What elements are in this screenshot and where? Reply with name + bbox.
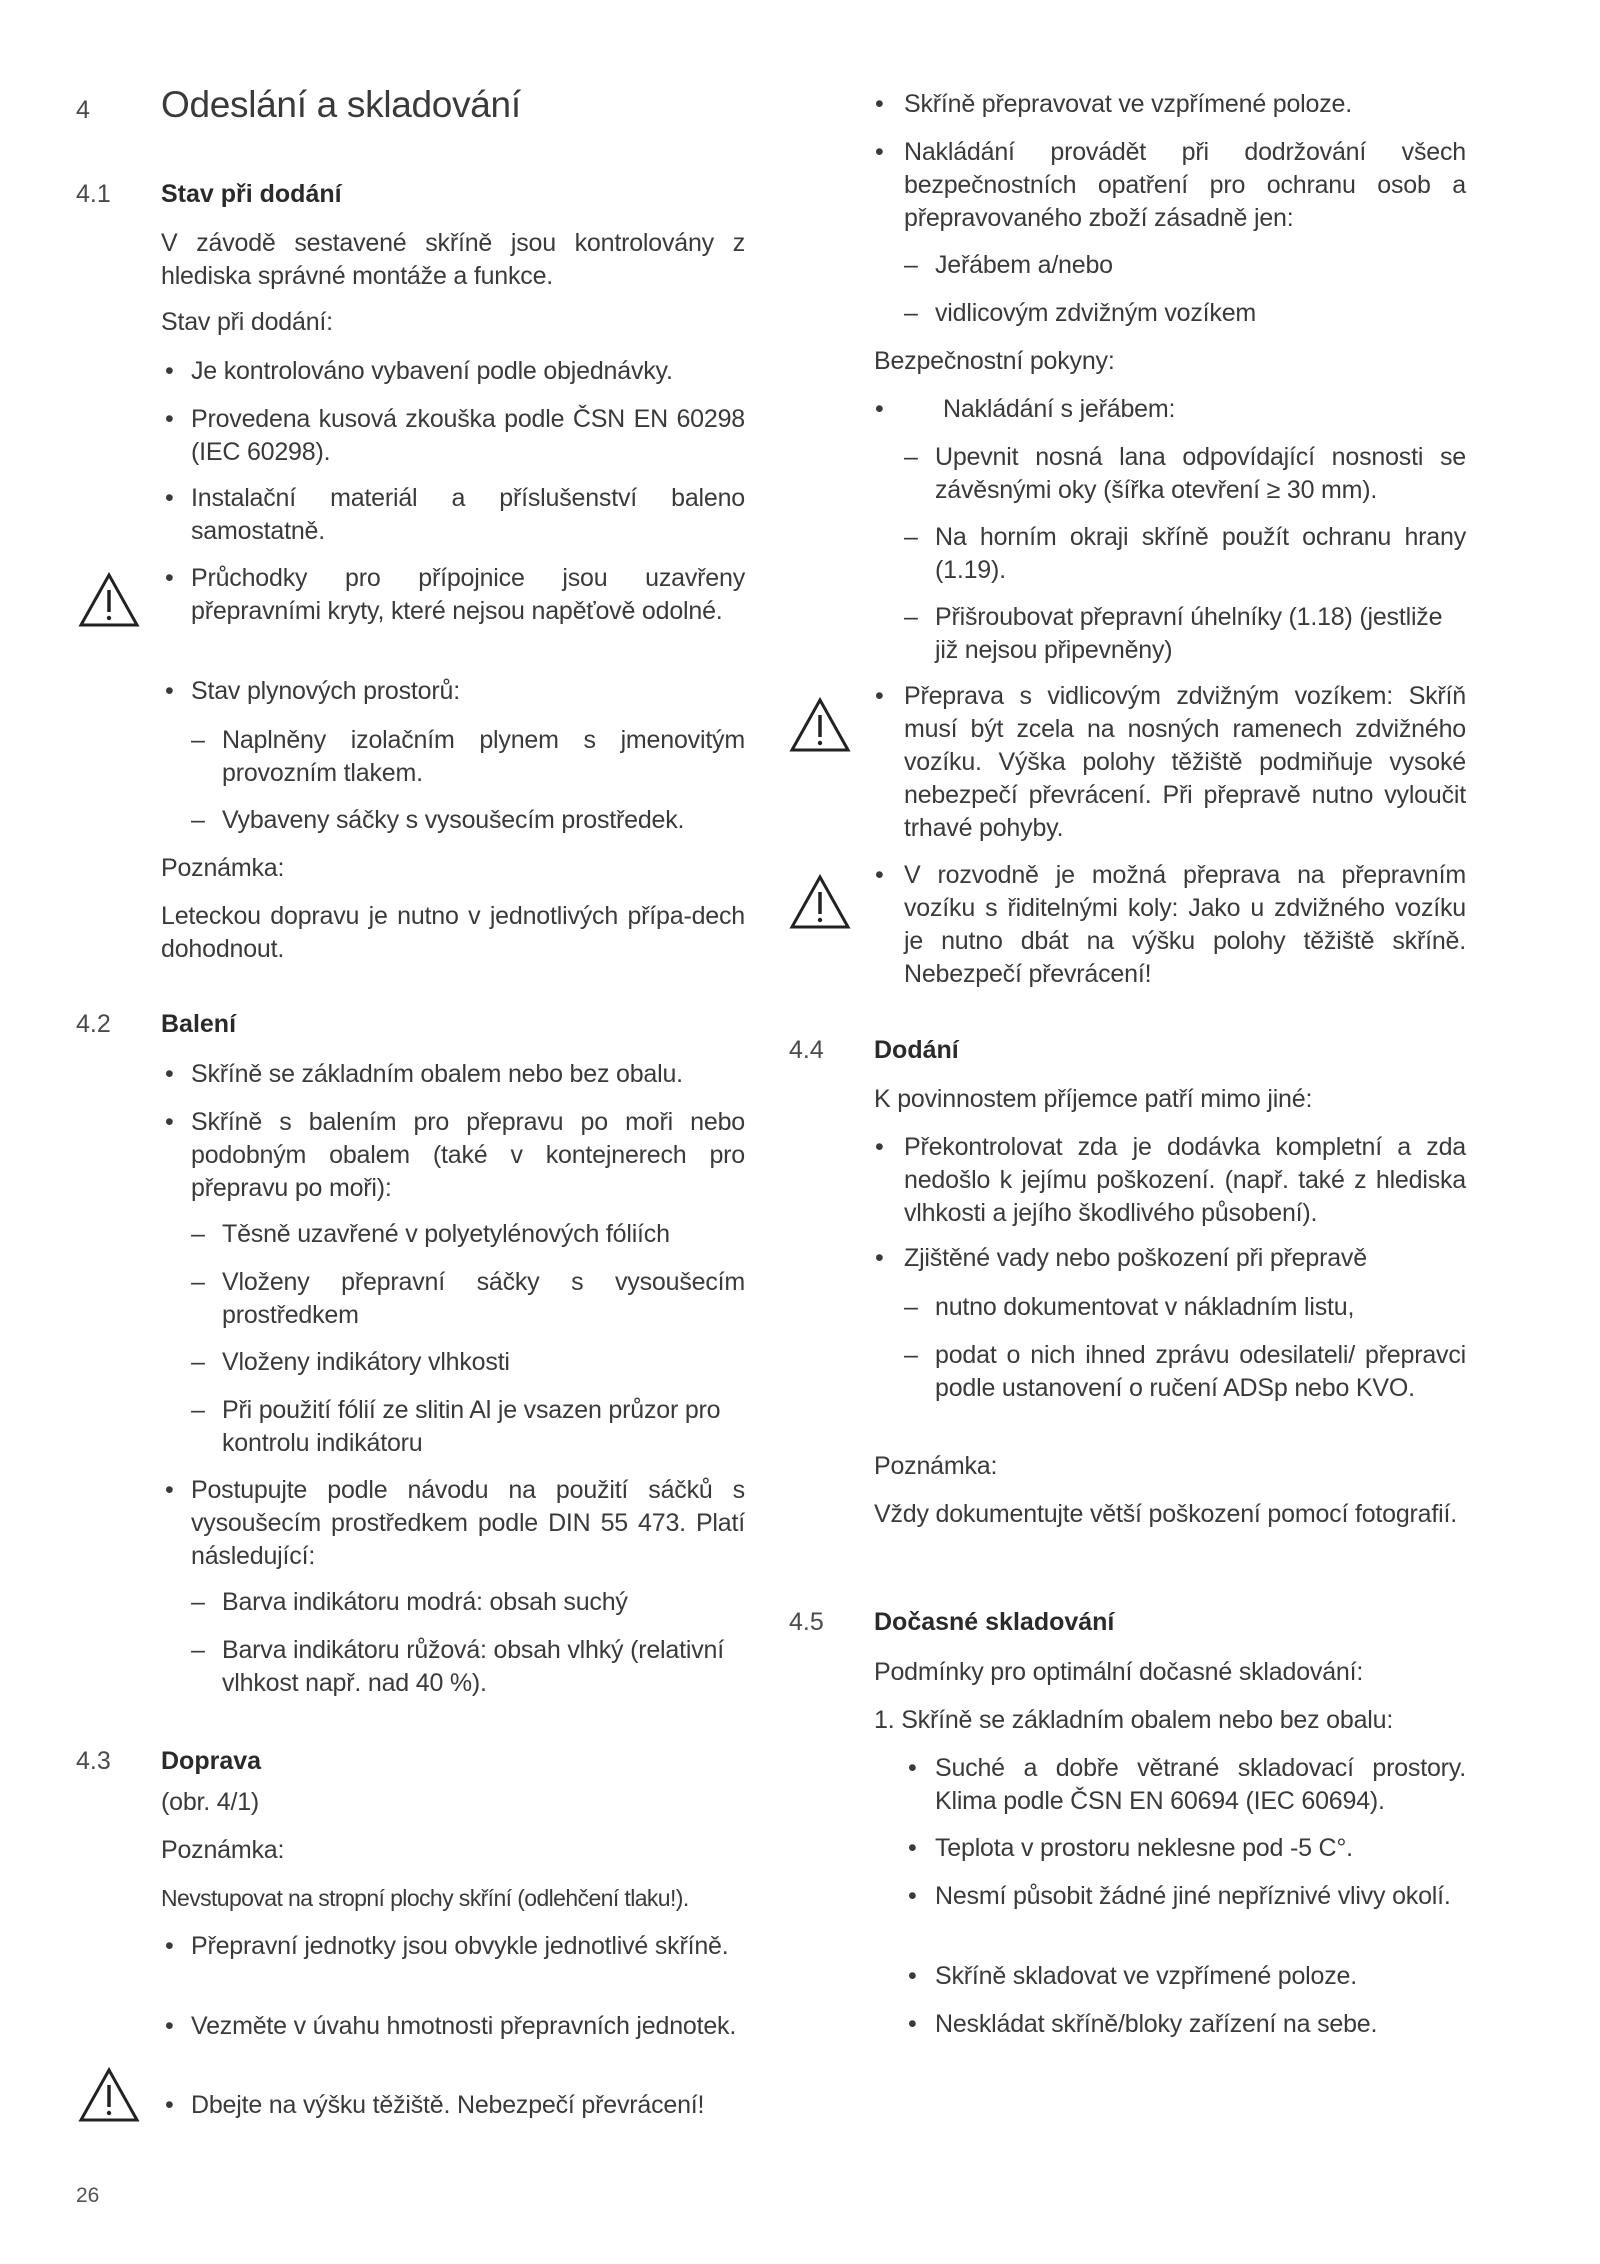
note-text: Nevstupovat na stropní plochy skříní (odlehčení tlaku!). <box>161 1885 689 1911</box>
bullet-marker: • <box>875 1244 884 1272</box>
warning-triangle-icon <box>78 2067 140 2123</box>
dash-marker: – <box>191 1220 205 1248</box>
list-item: Je kontrolováno vybavení podle objednávky. <box>191 357 673 385</box>
bullet-marker: • <box>875 682 884 710</box>
bullet-marker: • <box>165 1108 174 1136</box>
chapter-number: 4 <box>76 96 90 124</box>
list-item: Postupujte podle návodu na použití sáčků s vysoušecím prostředkem podle DIN 55 473. Platí následující: <box>191 1476 745 1570</box>
section-number: 4.2 <box>76 1010 111 1038</box>
paragraph: Podmínky pro optimální dočasné skladování: <box>874 1658 1364 1686</box>
section-title: Balení <box>161 1010 237 1038</box>
list-subitem: vidlicovým zdvižným vozíkem <box>935 299 1257 327</box>
dash-marker: – <box>191 1588 205 1616</box>
bullet-marker: • <box>165 2012 174 2040</box>
list-item: Zjištěné vady nebo poškození při přepravě <box>904 1244 1367 1272</box>
list-item: Nakládání s jeřábem: <box>943 395 1176 423</box>
list-item: Nesmí působit žádné jiné nepříznivé vlivy okolí. <box>935 1882 1451 1910</box>
list-item: V rozvodně je možná přeprava na přepravním vozíku s řiditelnými koly: Jako u zdvižného vozíku je nutno dbát na výšku polohy těžiště skříně. Nebezpečí převrácení! <box>904 861 1466 988</box>
bullet-marker: • <box>908 1834 917 1862</box>
section-number: 4.4 <box>789 1036 824 1064</box>
list-subitem: Upevnit nosná lana odpovídající nosnosti se závěsnými oky (šířka otevření ≥ 30 mm). <box>935 443 1466 504</box>
section-number: 4.5 <box>789 1608 824 1636</box>
dash-marker: – <box>904 443 918 471</box>
bullet-marker: • <box>908 1962 917 1990</box>
section-title: Dočasné skladování <box>874 1608 1115 1636</box>
warning-triangle-icon <box>789 874 851 930</box>
dash-marker: – <box>904 1293 918 1321</box>
warning-triangle-icon <box>78 572 140 628</box>
bullet-marker: • <box>165 677 174 705</box>
bullet-marker: • <box>908 1754 917 1782</box>
note-text: Vždy dokumentujte větší poškození pomocí fotografií. <box>874 1500 1457 1528</box>
bullet-marker: • <box>875 395 884 423</box>
dash-marker: – <box>191 1348 205 1376</box>
dash-marker: – <box>904 603 918 631</box>
list-item: Provedena kusová zkouška podle ČSN EN 60298 (IEC 60298). <box>191 405 745 466</box>
dash-marker: – <box>191 806 205 834</box>
bullet-marker: • <box>165 1932 174 1960</box>
bullet-marker: • <box>908 1882 917 1910</box>
paragraph: K povinnostem příjemce patří mimo jiné: <box>874 1085 1313 1113</box>
note-label: Poznámka: <box>874 1452 998 1480</box>
list-item: Skříně přepravovat ve vzpřímené poloze. <box>904 90 1352 118</box>
dash-marker: – <box>904 523 918 551</box>
list-subitem: nutno dokumentovat v nákladním listu, <box>935 1293 1355 1321</box>
bullet-marker: • <box>165 405 174 433</box>
dash-marker: – <box>904 299 918 327</box>
figure-reference: (obr. 4/1) <box>161 1788 260 1816</box>
note-text: Leteckou dopravu je nutno v jednotlivých přípa-dech dohodnout. <box>161 902 745 963</box>
bullet-marker: • <box>165 564 174 592</box>
dash-marker: – <box>191 1636 205 1664</box>
list-item: Skříně se základním obalem nebo bez obalu. <box>191 1060 683 1088</box>
list-subitem: Vloženy indikátory vlhkosti <box>222 1348 510 1376</box>
list-item: Přepravní jednotky jsou obvykle jednotlivé skříně. <box>191 1932 729 1960</box>
bullet-marker: • <box>165 1476 174 1504</box>
list-item: Neskládat skříně/bloky zařízení na sebe. <box>935 2010 1378 2038</box>
list-subitem: Těsně uzavřené v polyetylénových fóliích <box>222 1220 670 1248</box>
list-item: Skříně skladovat ve vzpřímené poloze. <box>935 1962 1357 1990</box>
list-subitem: Vloženy přepravní sáčky s vysoušecím prostředkem <box>222 1268 745 1329</box>
list-subitem: Barva indikátoru růžová: obsah vlhký (relativní vlhkost např. nad 40 %). <box>222 1636 724 1697</box>
section-title: Dodání <box>874 1036 959 1064</box>
list-subitem: Při použití fólií ze slitin Al je vsazen průzor pro kontrolu indikátoru <box>222 1396 721 1457</box>
list-item: Suché a dobře větrané skladovací prostory. Klima podle ČSN EN 60694 (IEC 60694). <box>935 1754 1466 1815</box>
note-label: Poznámka: <box>161 854 285 882</box>
bullet-marker: • <box>875 138 884 166</box>
section-number: 4.1 <box>76 180 111 208</box>
bullet-marker: • <box>875 90 884 118</box>
paragraph: V závodě sestavené skříně jsou kontrolovány z hlediska správné montáže a funkce. <box>161 229 745 290</box>
note-label: Poznámka: <box>161 1836 285 1864</box>
label: Stav při dodání: <box>161 308 333 336</box>
list-subitem: Na horním okraji skříně použít ochranu hrany (1.19). <box>935 523 1466 584</box>
dash-marker: – <box>191 1268 205 1296</box>
list-item: Skříně s balením pro přepravu po moři nebo podobným obalem (také v kontejnerech pro přepravu po moři): <box>191 1108 745 1202</box>
list-item: Dbejte na výšku těžiště. Nebezpečí převrácení! <box>191 2091 705 2119</box>
warning-triangle-icon <box>789 697 851 753</box>
dash-marker: – <box>904 1341 918 1369</box>
section-title: Doprava <box>161 1747 262 1775</box>
bullet-marker: • <box>165 2091 174 2119</box>
list-subitem: Barva indikátoru modrá: obsah suchý <box>222 1588 628 1616</box>
numbered-item: 1. Skříně se základním obalem nebo bez obalu: <box>874 1706 1394 1734</box>
list-item: Instalační materiál a příslušenství baleno samostatně. <box>191 484 745 545</box>
bullet-marker: • <box>165 484 174 512</box>
list-item: Vezměte v úvahu hmotnosti přepravních jednotek. <box>191 2012 737 2040</box>
bullet-marker: • <box>908 2010 917 2038</box>
dash-marker: – <box>904 251 918 279</box>
bullet-marker: • <box>165 357 174 385</box>
dash-marker: – <box>191 726 205 754</box>
section-title: Stav při dodání <box>161 180 342 208</box>
bullet-marker: • <box>165 1060 174 1088</box>
bullet-marker: • <box>875 861 884 889</box>
dash-marker: – <box>191 1396 205 1424</box>
list-subitem: podat o nich ihned zprávu odesilateli/ přepravci podle ustanovení o ručení ADSp nebo KVO. <box>935 1341 1466 1402</box>
chapter-title: Odeslání a skladování <box>161 84 521 125</box>
list-item: Stav plynových prostorů: <box>191 677 460 705</box>
list-subitem: Vybaveny sáčky s vysoušecím prostředek. <box>222 806 685 834</box>
page-number: 26 <box>76 2184 100 2207</box>
bullet-marker: • <box>875 1133 884 1161</box>
list-item: Přeprava s vidlicovým zdvižným vozíkem: Skříň musí být zcela na nosných ramenech zdvižného vozíku. Výška polohy těžiště podmiňuje vysoké nebezpečí převrácení. Při přepravě nutno vyloučit trhavé pohyby. <box>904 682 1466 842</box>
section-number: 4.3 <box>76 1747 111 1775</box>
list-item: Průchodky pro přípojnice jsou uzavřeny přepravními kryty, které nejsou napěťově odolné. <box>191 564 745 625</box>
safety-label: Bezpečnostní pokyny: <box>874 347 1115 375</box>
list-item: Nakládání provádět při dodržování všech bezpečnostních opatření pro ochranu osob a přepravovaného zboží zásadně jen: <box>904 138 1466 232</box>
list-subitem: Naplněny izolačním plynem s jmenovitým provozním tlakem. <box>222 726 745 787</box>
list-item: Teplota v prostoru neklesne pod -5 C°. <box>935 1834 1353 1862</box>
list-subitem: Přišroubovat přepravní úhelníky (1.18) (jestliže již nejsou připevněny) <box>935 603 1443 664</box>
list-item: Překontrolovat zda je dodávka kompletní a zda nedošlo k jejímu poškození. (např. také z hlediska vlhkosti a jejího škodlivého působení). <box>904 1133 1466 1227</box>
list-subitem: Jeřábem a/nebo <box>935 251 1113 279</box>
